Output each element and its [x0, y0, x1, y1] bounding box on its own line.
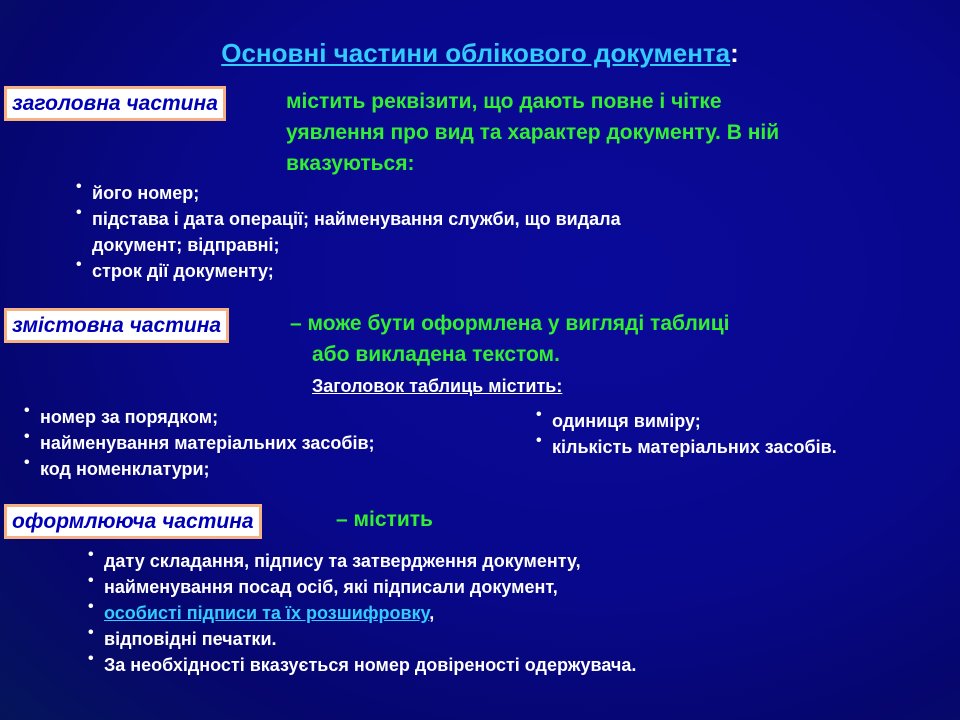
formal-part-bullets — [86, 548, 636, 678]
description-line: уявлення про вид та характер документу. В ній — [286, 121, 780, 144]
list-item: • За необхідності вказується номер довіреності одержувача. — [86, 652, 636, 678]
signatures-link[interactable]: особисті підписи та їх розшифровку — [104, 603, 430, 623]
title-text: Основні частини облікового документа — [221, 38, 731, 68]
list-item: • найменування посад осіб, які підписали документ, — [86, 574, 636, 600]
table-header-right-list — [534, 408, 837, 460]
table-header-left-list — [22, 404, 375, 482]
header-part-label: заголовна частина — [4, 86, 226, 121]
description-line: або викладена текстом. — [312, 343, 560, 366]
formal-part-description: – містить — [336, 508, 433, 531]
content-part-label: змістовна частина — [4, 308, 229, 343]
header-part-description — [286, 86, 779, 179]
list-item: • його номер; — [74, 180, 621, 206]
list-item: • кількість матеріальних засобів. — [534, 434, 837, 460]
list-item-line: документ; відправні; — [92, 235, 280, 255]
list-item — [86, 600, 636, 626]
link-suffix: , — [429, 603, 435, 623]
list-item: • найменування матеріальних засобів; — [22, 430, 375, 456]
description-line: – може бути оформлена у вигляді таблиці — [290, 312, 730, 335]
list-item — [74, 206, 621, 258]
list-item: • строк дії документу; — [74, 258, 621, 284]
list-item: • відповідні печатки. — [86, 626, 636, 652]
description-line: вказуються: — [286, 152, 415, 175]
content-part-description — [290, 308, 729, 370]
list-item-line: • підстава і дата операції; найменування служби, що видала — [92, 209, 621, 229]
list-item: • номер за порядком; — [22, 404, 375, 430]
table-header-subheading: Заголовок таблиць містить: — [312, 376, 563, 396]
list-item: • дату складання, підпису та затвердження документу, — [86, 548, 636, 574]
list-item: • одиниця виміру; — [534, 408, 837, 434]
formal-part-label: оформлююча частина — [4, 504, 262, 539]
description-line: містить реквізити, що дають повне і чітке — [286, 90, 722, 113]
title-colon: : — [730, 38, 739, 68]
list-item: • код номенклатури; — [22, 456, 375, 482]
slide-title — [0, 38, 960, 69]
header-part-bullets — [74, 180, 621, 284]
